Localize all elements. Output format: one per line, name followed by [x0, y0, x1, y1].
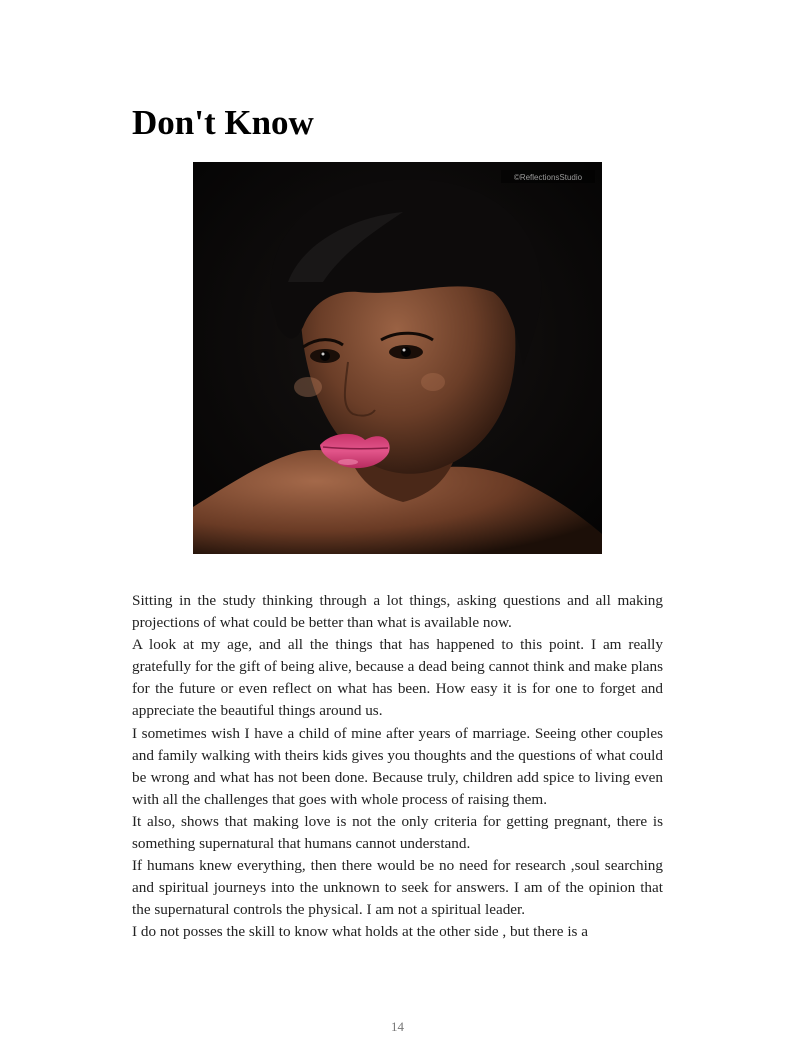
paragraph-4: It also, shows that making love is not the only criteria for getting pregnant, there is something supernatural that humans cannot understand.	[132, 812, 663, 853]
paragraph-2: A look at my age, and all the things that has happened to this point. I am really gratefully for the gift of being alive, because a dead being cannot think and make plans for the future or even reflect on what has been. How easy it is for one to forget and appreciate the beautiful things around us.	[132, 636, 663, 720]
paragraph-3: I sometimes wish I have a child of mine after years of marriage. Seeing other couples and family walking with theirs kids gives you thoughts and the questions of what could be wrong and what has not been done. Because truly, children add spice to living even with all the challenges that goes with whole process of raising them.	[132, 724, 663, 808]
paragraph-5: If humans knew everything, then there would be no need for research ,soul searching and spiritual journeys into the unknown to seek for answers. I am of the opinion that the supernatural controls the physical. I am not a spiritual leader.	[132, 857, 663, 919]
portrait-photo	[193, 162, 602, 554]
paragraph-6: I do not posses the skill to know what holds at the other side , but there is a	[132, 923, 588, 941]
article-body	[132, 590, 663, 944]
page-number: 14	[391, 1019, 404, 1034]
photo-watermark: ©ReflectionsStudio	[513, 173, 583, 182]
page-title: Don't Know	[132, 103, 314, 142]
paragraph-1: Sitting in the study thinking through a lot things, asking questions and all making projections of what could be better than what is available now.	[132, 592, 663, 632]
